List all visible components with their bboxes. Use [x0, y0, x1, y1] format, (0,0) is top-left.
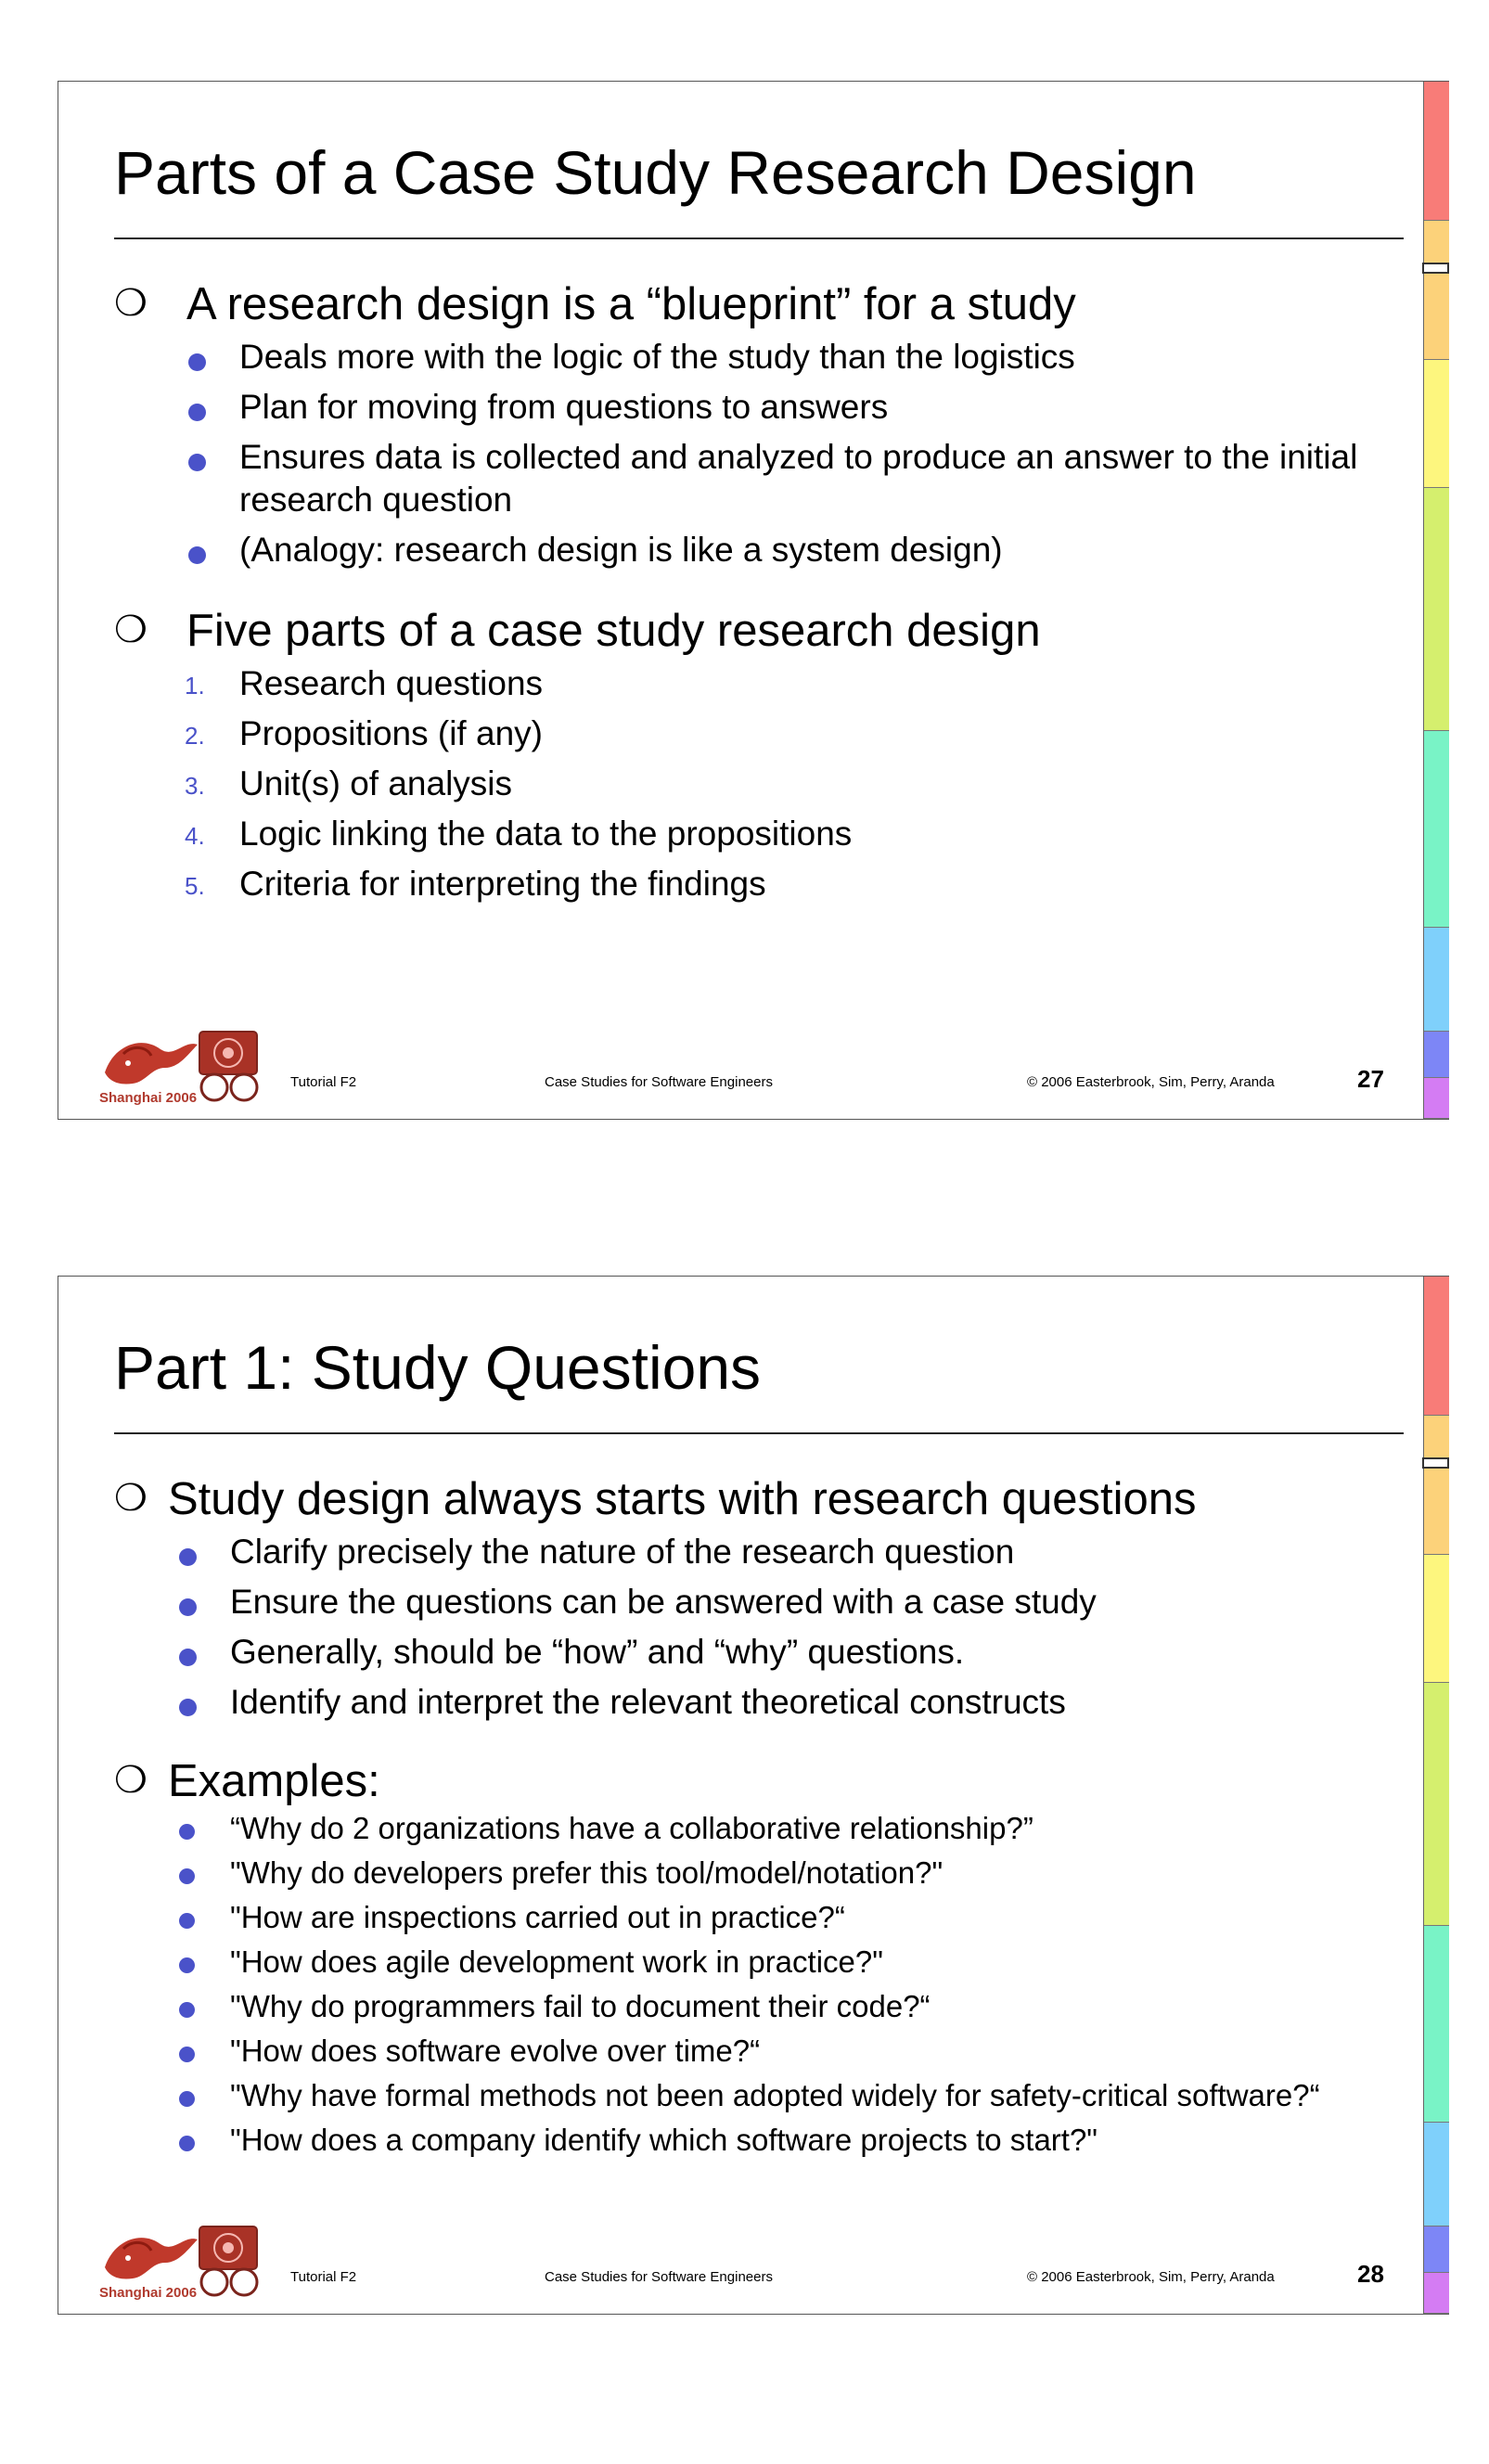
bullet-dot-icon — [179, 1868, 195, 1884]
bullet-dot-icon — [179, 1824, 195, 1840]
slide-title: Part 1: Study Questions — [114, 1333, 762, 1402]
section-heading-text: A research design is a “blueprint” for a study — [186, 279, 1076, 329]
hollow-circle-bullet-icon: ❍ — [114, 1760, 148, 1801]
bullet-dot-icon — [179, 1548, 197, 1566]
list-item: Clarify precisely the nature of the research question — [114, 1533, 1413, 1583]
bullet-dot-icon — [179, 1699, 197, 1716]
bullet-dot-icon — [188, 454, 206, 471]
list-number: 4. — [185, 822, 205, 850]
numbered-item: 1. Research questions — [185, 664, 544, 702]
slide-content — [114, 1473, 1413, 2167]
bullet-dot-icon — [179, 1957, 195, 1973]
list-item: Generally, should be “how” and “why” questions. — [114, 1633, 1413, 1683]
section-heading — [114, 278, 1413, 338]
bullet-dot-icon — [188, 546, 206, 564]
title-divider — [114, 1432, 1404, 1434]
list-item: (Analogy: research design is like a system design) — [114, 531, 1413, 605]
footer-course-title: Case Studies for Software Engineers — [545, 1074, 773, 1090]
svg-text:Shanghai 2006: Shanghai 2006 — [99, 1090, 198, 1106]
bullet-dot-icon — [179, 1913, 195, 1929]
numbered-item: 4. Logic linking the data to the propositions — [185, 815, 853, 853]
svg-text:Shanghai 2006: Shanghai 2006 — [99, 2285, 198, 2301]
bullet-dot-icon — [179, 1598, 197, 1616]
footer-tutorial: Tutorial F2 — [290, 2269, 357, 2285]
numbered-item: 2. Propositions (if any) — [185, 714, 543, 752]
bullet-dot-icon — [179, 2002, 195, 2018]
section-color-strip — [1423, 82, 1449, 1119]
shanghai-2006-logo-icon — [96, 2221, 263, 2303]
bullet-dot-icon — [188, 404, 206, 421]
list-item: "Why do programmers fail to document their code?“ — [114, 1989, 1413, 2034]
list-number: 1. — [185, 672, 205, 699]
list-item: Identify and interpret the relevant theoretical constructs — [114, 1683, 1413, 1755]
slide-27 — [58, 81, 1449, 1120]
list-item: "Why have formal methods not been adopted widely for safety-critical software?“ — [114, 2078, 1413, 2123]
page-number: 28 — [1357, 2260, 1384, 2288]
bullet-dot-icon — [188, 353, 206, 371]
slide-title: Parts of a Case Study Research Design — [114, 138, 1197, 207]
bullet-dot-icon — [179, 2091, 195, 2107]
section-heading — [114, 1473, 1413, 1533]
footer-copyright: © 2006 Easterbrook, Sim, Perry, Aranda — [1027, 1074, 1275, 1090]
strip-position-marker — [1422, 263, 1449, 274]
section-heading — [114, 1755, 1413, 1811]
footer-tutorial: Tutorial F2 — [290, 1074, 357, 1090]
list-number: 2. — [185, 722, 205, 750]
section-heading-text: Study design always starts with research questions — [168, 1474, 1197, 1524]
list-item: "How does software evolve over time?“ — [114, 2034, 1413, 2078]
hollow-circle-bullet-icon: ❍ — [114, 1478, 148, 1519]
bullet-dot-icon — [179, 1649, 197, 1666]
section-color-strip — [1423, 1277, 1449, 2314]
list-item: Ensure the questions can be answered with a case study — [114, 1583, 1413, 1633]
bullet-dot-icon — [179, 2047, 195, 2062]
list-number: 3. — [185, 772, 205, 800]
footer-copyright: © 2006 Easterbrook, Sim, Perry, Aranda — [1027, 2269, 1275, 2285]
hollow-circle-bullet-icon: ❍ — [114, 610, 148, 650]
list-item: "How does a company identify which software projects to start?" — [114, 2123, 1413, 2167]
slide-28 — [58, 1276, 1449, 2315]
numbered-item: 5. Criteria for interpreting the findings — [185, 865, 766, 903]
list-item: "How are inspections carried out in practice?“ — [114, 1900, 1413, 1944]
strip-position-marker — [1422, 1457, 1449, 1469]
bullet-dot-icon — [179, 2136, 195, 2151]
list-number: 5. — [185, 872, 205, 900]
list-item: Ensures data is collected and analyzed to produce an answer to the initial research question — [114, 438, 1413, 531]
hollow-circle-bullet-icon: ❍ — [114, 283, 148, 324]
numbered-item: 3. Unit(s) of analysis — [185, 764, 513, 802]
footer-course-title: Case Studies for Software Engineers — [545, 2269, 773, 2285]
list-item: "Why do developers prefer this tool/model/notation?" — [114, 1855, 1413, 1900]
shanghai-2006-logo-icon — [96, 1026, 263, 1108]
list-item: Deals more with the logic of the study than the logistics — [114, 338, 1413, 388]
page-number: 27 — [1357, 1065, 1384, 1093]
slide-content — [114, 278, 1413, 915]
section-heading-text: Examples: — [168, 1756, 380, 1806]
section-heading-text: Five parts of a case study research design — [186, 606, 1041, 656]
list-item: “Why do 2 organizations have a collaborative relationship?” — [114, 1811, 1413, 1855]
title-divider — [114, 237, 1404, 239]
list-item: "How does agile development work in practice?" — [114, 1944, 1413, 1989]
section-heading — [114, 605, 1413, 664]
list-item: Plan for moving from questions to answers — [114, 388, 1413, 438]
